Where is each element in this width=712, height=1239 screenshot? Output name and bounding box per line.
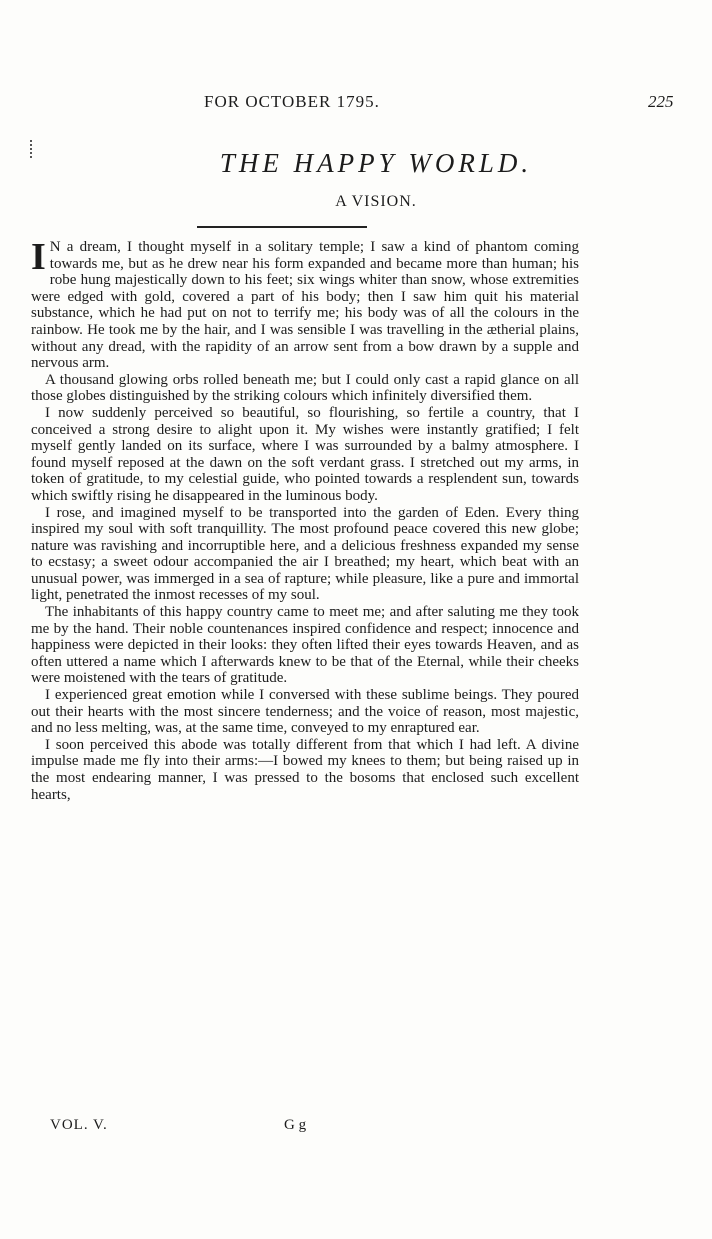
paragraph: I soon perceived this abode was totally different from that which I had left. A divine impulse made me fly into their arms:—I bowed my knees to them; but being raised up in the most endearing manner, I was pressed to the bosoms that enclosed such excellent hearts, [31,736,579,803]
paragraph: I rose, and imagined myself to be transported into the garden of Eden. Every thing inspired my soul with soft tranquillity. The most profound peace covered this new globe; nature was ravishing and incorruptible here, and a delicious freshness expanded my sense to ecstasy; a sweet odour accompanied the air I breathed; my heart, which beat with an unusual power, was immerged in a sea of rapture; while pleasure, like a pure and immortal light, penetrated the inmost recesses of my soul. [31,504,579,604]
title-divider [197,226,367,228]
page-number: 225 [648,92,674,111]
running-title: FOR OCTOBER 1795. [204,92,380,111]
volume-label: VOL. V. [50,1117,108,1133]
paragraph-text: N a dream, I thought myself in a solitary temple; I saw a kind of phantom coming towards me, but as he drew near his form expanded and became more than human; his robe hung majestically down to his feet; six wings whiter than snow, whose extremities were edged with gold, covered a part of his body; then I saw him quit his material substance, which he had put on not to terrify me; his body was of all the colours in the rainbow. He took me by the hair, and I was sensible I was travelling in the ætherial plains, without any dread, with the rapidity of an arrow sent from a bow drawn by a supple and nervous arm. [31,239,579,372]
article-body [31,236,579,803]
paragraph: I now suddenly perceived so beautiful, so flourishing, so fertile a country, that I conceived a strong desire to alight upon it. My wishes were instantly gratified; I felt myself gently landed on its surface, where I was surrounded by a balmy atmosphere. I found myself reposed at the dawn on the soft verdant grass. I stretched out my arms, in token of gratitude, to my celestial guide, who pointed towards a resplendent sun, towards which swiftly rising he disappeared in the luminous body. [31,404,579,504]
paragraph: The inhabitants of this happy country came to meet me; and after saluting me they took me by the hand. Their noble countenances inspired confidence and respect; innocence and happiness were depicted in their looks: they often lifted their eyes towards Heaven, and as often uttered a name which I afterwards knew to be that of the Eternal, while their cheeks were moistened with the tears of gratitude. [31,604,579,687]
paragraph [31,236,579,372]
article-title: THE HAPPY WORLD. [219,148,533,178]
signature-mark: G g [284,1117,307,1133]
paragraph: I experienced great emotion while I conversed with these sublime beings. They poured out their hearts with the most sincere tenderness; and the voice of reason, most majestic, and no less melting, was, at the same time, conveyed to my enraptured ear. [31,687,579,737]
article-subtitle: A VISION. [335,193,417,210]
drop-cap: I [31,236,46,278]
paragraph: A thousand glowing orbs rolled beneath me; but I could only cast a rapid glance on all those globes distinguished by the striking colours which infinitely diversified them. [31,371,579,405]
